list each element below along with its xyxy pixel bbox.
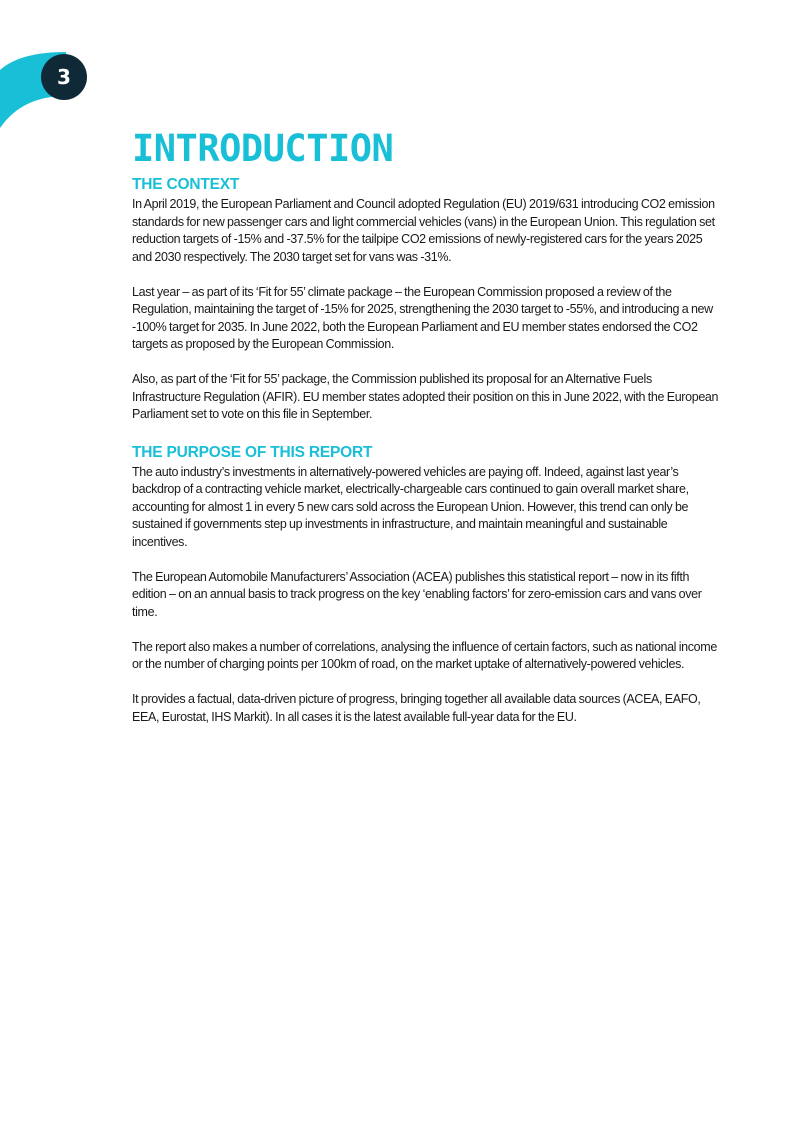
context-paragraph-3: Also, as part of the ‘Fit for 55’ package, the Commission published its proposal for an Alternative Fuels Infrastructure Regulation (AFIR). EU member states adopted their position on this in June 2022, with the European Parliament set to vote on this file in September. (132, 372, 719, 421)
purpose-paragraph-3: The report also makes a number of correlations, analysing the influence of certain factors, such as national income or the number of charging points per 100km of road, on the market uptake of alternatively-powered vehicles. (132, 639, 717, 671)
purpose-paragraph-1: The auto industry’s investments in alternatively-powered vehicles are paying off. Indeed, against last year’s backdrop of a contracting vehicle market, electrically-chargeable cars continued to gain overall market share, accounting for almost 1 in every 5 new cars sold across the European Union. However, this trend can only be sustained if governments step up investments in infrastructure, and maintain meaningful and sustainable incentives. (132, 464, 689, 549)
context-paragraph-1: In April 2019, the European Parliament and Council adopted Regulation (EU) 2019/631 introducing CO2 emission standards for new passenger cars and light commercial vehicles (vans) in the European Union. This regulation set reduction targets of -15% and -37.5% for the tailpipe CO2 emissions of newly-registered cars for the years 2025 and 2030 respectively. The 2030 target set for vans was -31%. (132, 197, 715, 264)
purpose-section (132, 443, 720, 727)
purpose-heading: THE PURPOSE OF THIS REPORT (132, 443, 373, 461)
context-paragraph-2: Last year – as part of its ‘Fit for 55’ climate package – the European Commission proposed a review of the Regulation, maintaining the target of -15% for 2025, strengthening the 2030 target to -55%, and introducing a new -100% target for 2035. In June 2022, both the European Parliament and EU member states endorsed the CO2 targets as proposed by the European Commission. (132, 284, 713, 351)
context-heading: THE CONTEXT (132, 176, 240, 193)
main-content (132, 126, 720, 726)
page-number-badge: 3 (41, 54, 87, 100)
context-section (132, 175, 720, 424)
page-title: INTRODUCTION (132, 127, 394, 170)
purpose-paragraph-4: It provides a factual, data-driven picture of progress, bringing together all available data sources (ACEA, EAFO, EEA, Eurostat, IHS Markit). In all cases it is the latest available full-year data for the EU. (132, 692, 701, 724)
purpose-paragraph-2: The European Automobile Manufacturers’ Association (ACEA) publishes this statistical report – now in its fifth edition – on an annual basis to track progress on the key ‘enabling factors’ for zero-emission cars and vans over time. (132, 569, 702, 619)
